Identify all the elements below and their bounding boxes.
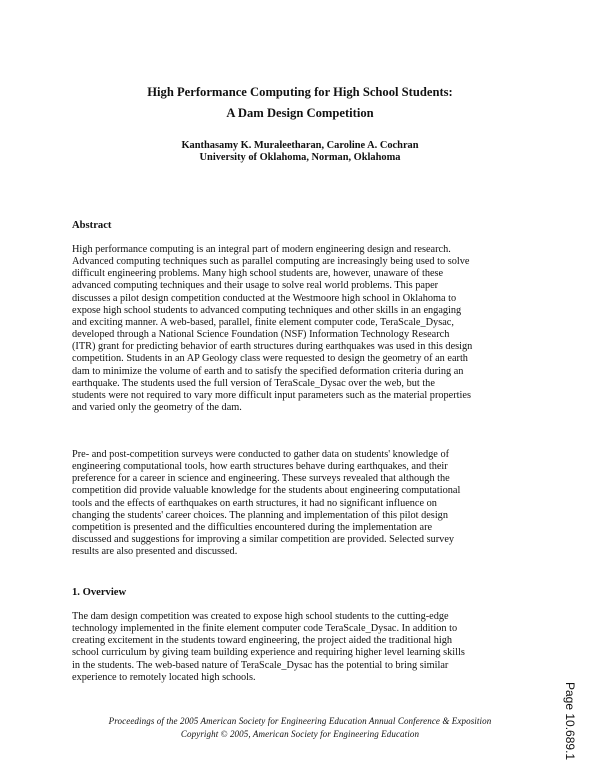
abstract-paragraph-1	[72, 244, 530, 414]
text-line: earthquake. The students used the full version of TeraScale_Dysac over the web, but the	[72, 377, 435, 389]
overview-heading: 1. Overview	[72, 587, 127, 598]
paper-title-line-1: High Performance Computing for High School Students:	[147, 85, 453, 99]
footer-proceedings: Proceedings of the 2005 American Society for Engineering Education Annual Conference & Exposition	[108, 716, 492, 726]
text-line: developed through a National Science Foundation (NSF) Information Technology Research	[72, 329, 450, 341]
text-line: experience to remotely located high schools.	[72, 671, 256, 683]
text-line: competition is presented and the difficulties encountered during the implementation are	[72, 521, 433, 533]
text-line: and exciting manner. A web-based, parallel, finite element computer code, TeraScale_Dysac,	[72, 316, 454, 328]
text-line: results are also presented and discussed.	[72, 546, 238, 558]
text-line: discusses a pilot design competition conducted at the Westmoore high school in Oklahoma to	[72, 292, 457, 304]
text-line: students were not required to vary more difficult input parameters such as the material properties	[72, 389, 471, 401]
text-line: preference for a career in science and engineering. These surveys revealed that although the	[72, 473, 450, 485]
text-line: tools and the effects of earthquakes on earth structures, it had no significant influence on	[72, 497, 437, 509]
text-line: engineering computational tools, how earth structures behave during earthquakes, and their	[72, 461, 448, 473]
overview-paragraph	[72, 611, 530, 684]
text-line: High performance computing is an integral part of modern engineering design and research.	[72, 244, 451, 255]
footer-copyright: Copyright © 2005, American Society for Engineering Education	[180, 729, 420, 739]
text-line: Advanced computing techniques such as parallel computing are increasingly being used to solve	[72, 256, 470, 268]
text-line: technology implemented in the finite element computer code TeraScale_Dysac. In addition to	[72, 623, 458, 635]
text-line: Pre- and post-competition surveys were conducted to gather data on students' knowledge of	[72, 449, 450, 460]
page-number-label: Page 10.689.1	[563, 682, 577, 761]
text-line: difficult engineering problems. Many high school students are, however, unaware of these	[72, 268, 444, 280]
text-line: changing the students' career choices. The planning and implementation of this pilot design	[72, 509, 448, 521]
abstract-heading: Abstract	[72, 220, 112, 231]
text-line: and varied only the geometry of the dam.	[72, 402, 242, 414]
author-names: Kanthasamy K. Muraleetharan, Caroline A. Cochran	[181, 140, 419, 151]
text-line: (ITR) grant for predicting behavior of earth structures during earthquakes was used in this design	[72, 341, 473, 353]
text-line: competition did provide valuable knowledge for the students about engineering computational	[72, 485, 461, 497]
text-line: competition. Students in an AP Geology class were requested to design the geometry of an earth	[72, 353, 468, 365]
author-affiliation: University of Oklahoma, Norman, Oklahoma	[199, 152, 401, 163]
text-line: in the students. The web-based nature of TeraScale_Dysac has the potential to bring similar	[72, 659, 449, 671]
text-line: advanced computing techniques and their usage to solve real world problems. This paper	[72, 280, 439, 292]
text-line: dam to minimize the volume of earth and to satisfy the specified deformation criteria during an	[72, 365, 464, 377]
text-line: expose high school students to advanced computing techniques and other skills in an engaging	[72, 304, 462, 316]
text-line: The dam design competition was created to expose high school students to the cutting-edge	[72, 611, 449, 622]
paper-title-line-2: A Dam Design Competition	[226, 106, 374, 120]
abstract-paragraph-2	[72, 449, 530, 558]
text-line: school curriculum by giving team building experience and requiring higher level learning skills	[72, 647, 465, 659]
text-line: creating excitement in the students toward engineering, the project aided the traditional high	[72, 635, 452, 647]
text-line: discussed and suggestions for improving a similar competition are provided. Selected survey	[72, 534, 455, 546]
